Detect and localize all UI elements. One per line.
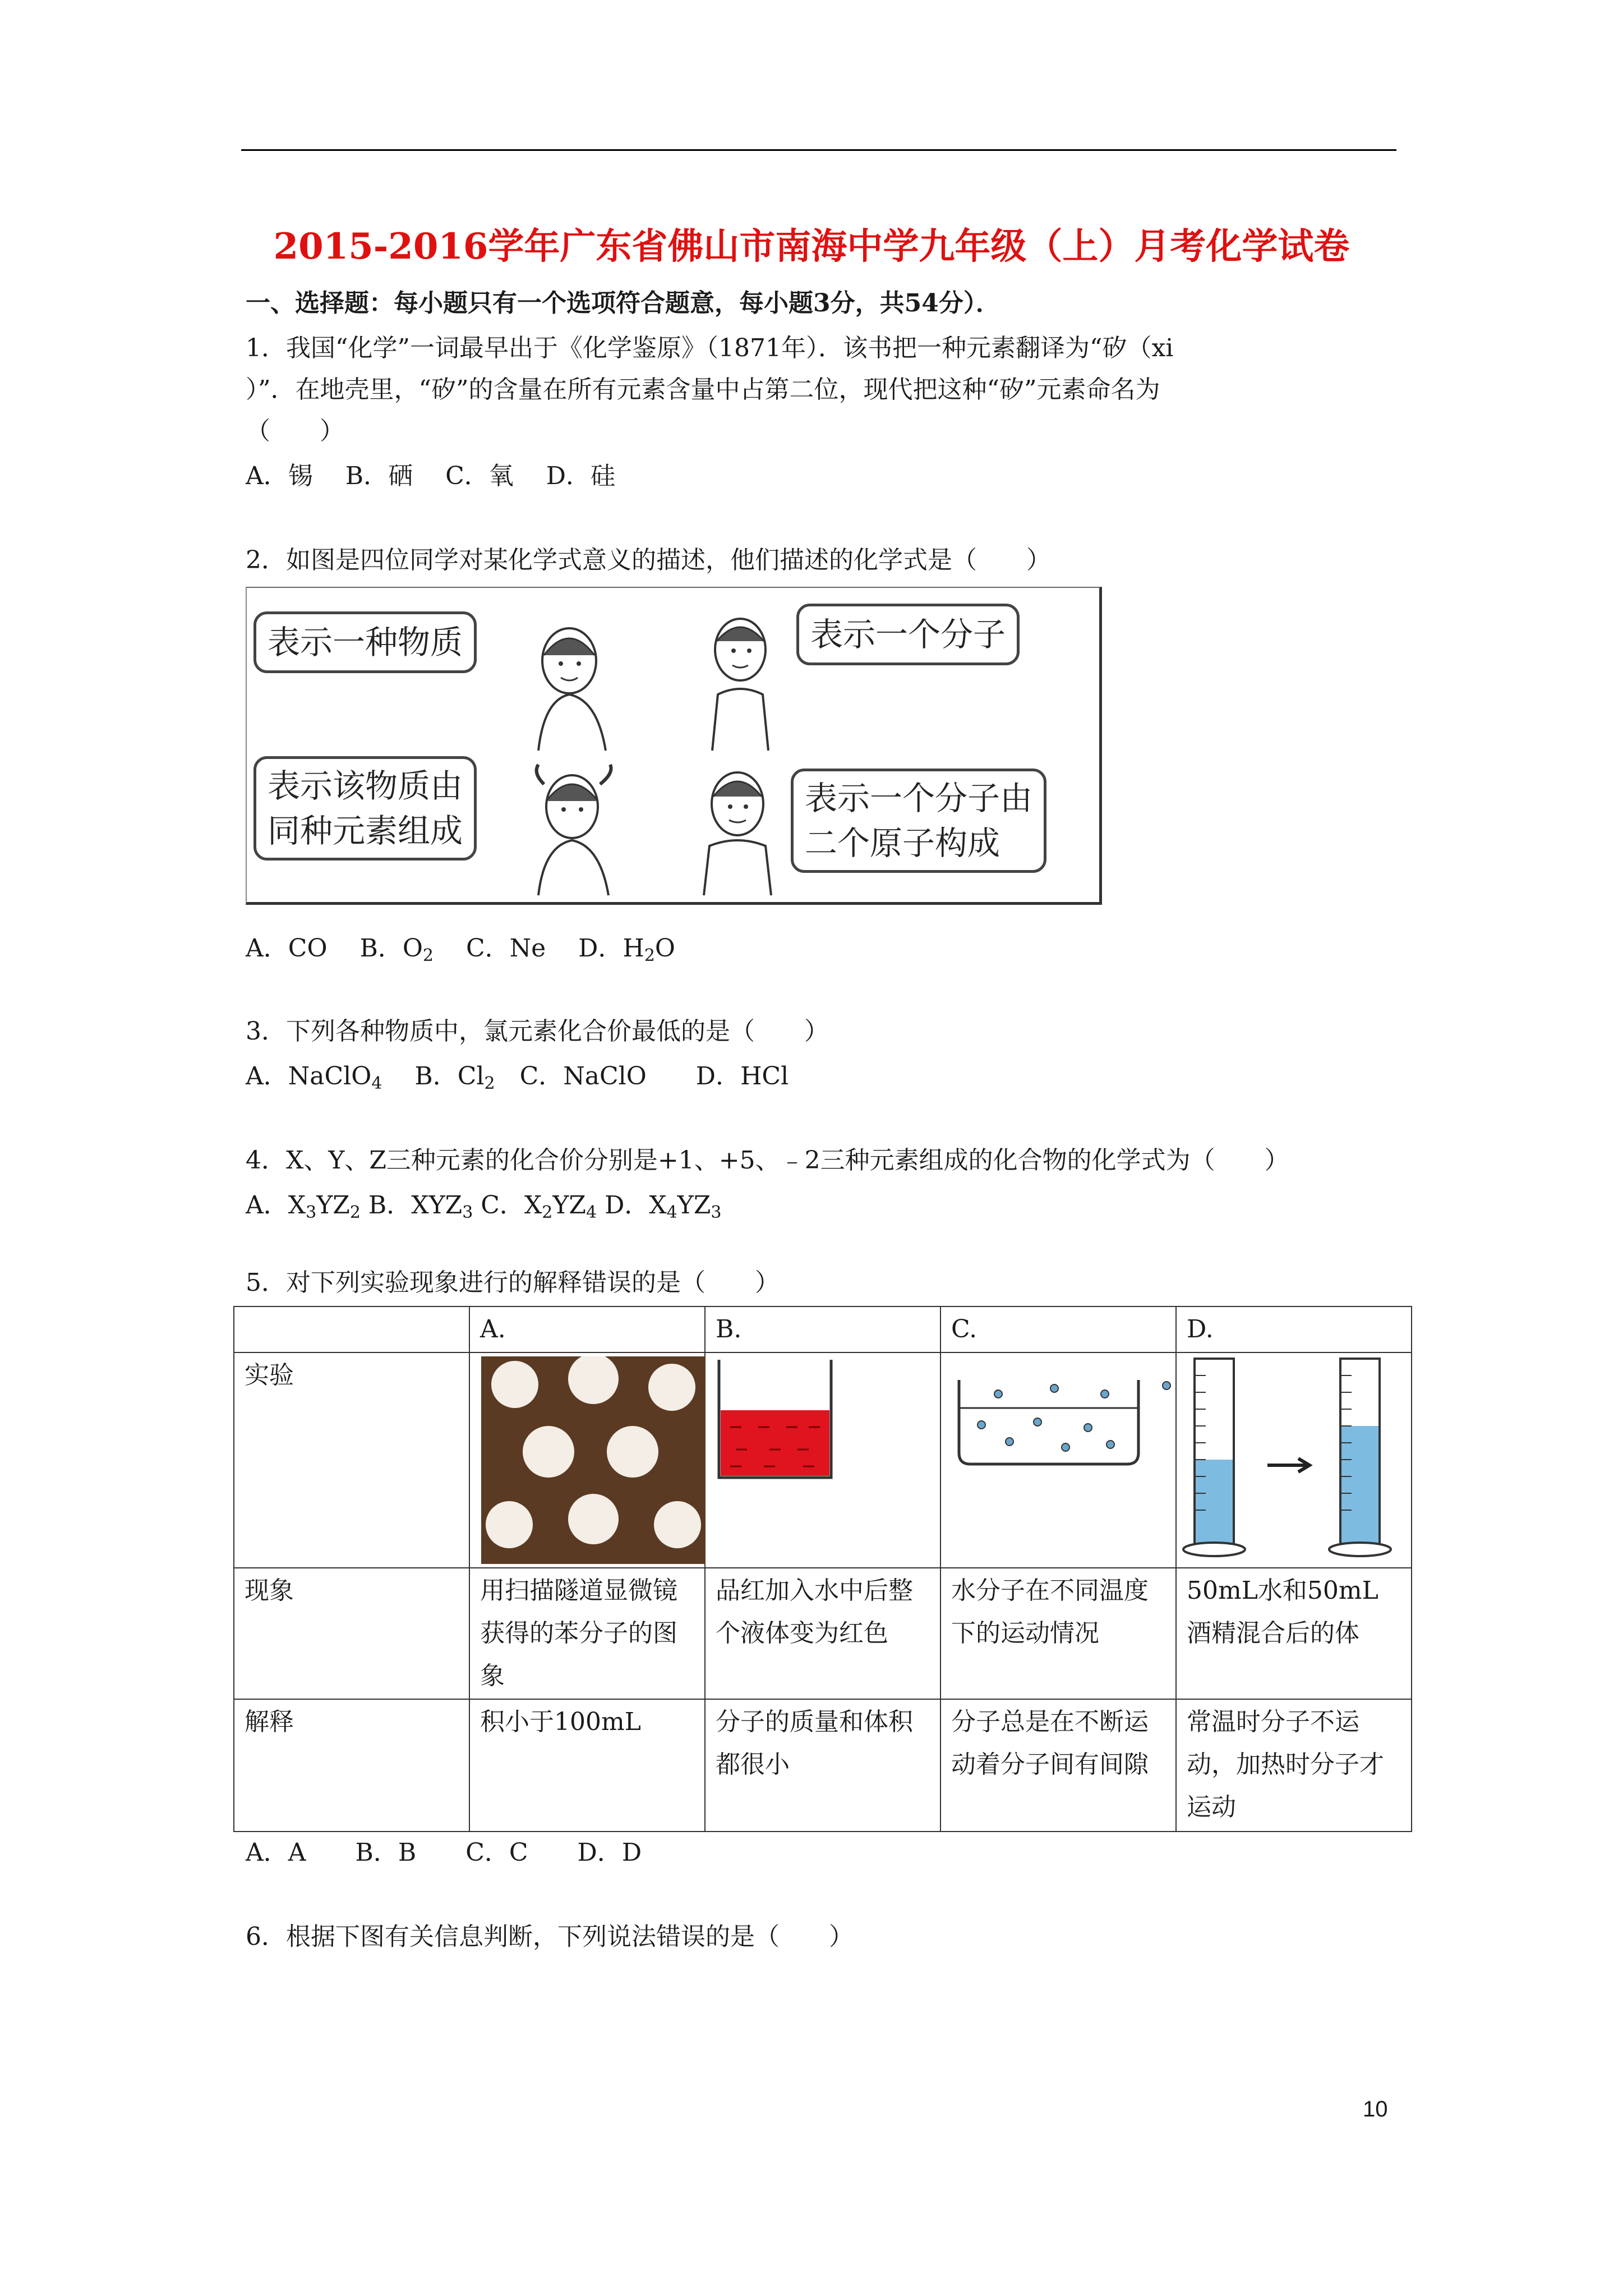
subscript: 2 xyxy=(422,946,434,965)
subscript: 3 xyxy=(711,1203,722,1222)
table-cell: A. xyxy=(469,1306,705,1352)
q1-line2: ）”．在地壳里，“矽”的含量在所有元素含量中占第二位，现代把这种“矽”元素命名为 xyxy=(246,375,1160,404)
q4-text: YZ xyxy=(316,1191,350,1220)
table-cell: 解释 xyxy=(234,1699,469,1832)
student-boy-illustration xyxy=(695,610,791,756)
table-cell: 现象 xyxy=(234,1568,469,1699)
q5-options: A．A B．B C．C D．D xyxy=(246,1838,642,1867)
table-row xyxy=(234,1699,1412,1832)
q3-option-text: B．Cl xyxy=(382,1062,485,1091)
q5-stem: 5．对下列实验现象进行的解释错误的是（ ） xyxy=(246,1268,780,1297)
q4-options xyxy=(246,1189,721,1222)
subscript: 2 xyxy=(644,946,655,965)
q2-option-text: O xyxy=(654,934,675,963)
q4-text: YZ xyxy=(677,1191,711,1220)
table-cell: 水分子在不同温度下的运动情况 xyxy=(940,1568,1176,1699)
subscript: 4 xyxy=(371,1074,382,1093)
benzene-stm-image xyxy=(481,1356,706,1564)
q1-line1: 1．我国“化学”一词最早出于《化学鉴原》（1871年）．该书把一种元素翻译为“矽（xi xyxy=(246,334,1174,362)
graduated-cylinders-image xyxy=(1178,1353,1408,1566)
subscript: 2 xyxy=(349,1203,361,1222)
student-girl-illustration xyxy=(522,622,623,756)
bubble-line: 二个原子构成 xyxy=(805,824,1000,862)
table-cell: 积小于100mL xyxy=(469,1699,705,1832)
q3-option-text: C．NaClO D．HCl xyxy=(495,1062,789,1091)
q4-text: D．X xyxy=(597,1191,667,1220)
subscript: 3 xyxy=(462,1203,473,1222)
q1-options: A．锡 B．硒 C．氧 D．硅 xyxy=(246,462,616,490)
q3-stem: 3．下列各种物质中，氯元素化合价最低的是（ ） xyxy=(246,1017,829,1046)
q2-figure xyxy=(246,587,1102,905)
table-cell: C. xyxy=(940,1306,1176,1352)
subscript: 2 xyxy=(542,1203,553,1222)
water-molecules-beaker-image xyxy=(942,1369,1178,1481)
table-cell: 50mL水和50mL酒精混合后的体 xyxy=(1176,1568,1412,1699)
q2-options xyxy=(246,932,675,965)
table-cell: 用扫描隧道显微镜获得的苯分子的图象 xyxy=(469,1568,705,1699)
table-cell: D. xyxy=(1176,1306,1412,1352)
q2-option-text: C．Ne D．H xyxy=(434,934,644,963)
q4-stem: 4．X、Y、Z三种元素的化合价分别是+1、+5、﹣2三种元素组成的化合物的化学式为（ ） xyxy=(246,1146,1289,1175)
student-girl-ponytail-illustration xyxy=(522,762,628,896)
section-heading: 一、选择题：每小题只有一个选项符合题意，每小题3分，共54分）． xyxy=(246,289,1000,318)
bubble-atom-composition xyxy=(791,769,1046,873)
table-row xyxy=(234,1568,1412,1699)
table-cell: 品红加入水中后整个液体变为红色 xyxy=(705,1568,940,1699)
table-cell: 实验 xyxy=(234,1352,469,1568)
table-cell: 分子的质量和体积都很小 xyxy=(705,1699,940,1832)
q4-text: C．X xyxy=(473,1191,542,1220)
table-cell: 常温时分子不运动，加热时分子才运动 xyxy=(1176,1699,1412,1832)
page-number: 10 xyxy=(1363,2097,1388,2122)
q2-stem: 2．如图是四位同学对某化学式意义的描述，他们描述的化学式是（ ） xyxy=(246,546,1051,574)
q6-stem: 6．根据下图有关信息判断，下列说法错误的是（ ） xyxy=(246,1922,854,1951)
bubble-line: 表示一个分子由 xyxy=(805,779,1033,817)
bubble-line: 表示该物质由 xyxy=(268,767,463,805)
table-cell xyxy=(234,1306,469,1352)
q1-line3: （ ） xyxy=(246,417,344,445)
subscript: 2 xyxy=(484,1074,495,1093)
exam-title: 2015-2016学年广东省佛山市南海中学九年级（上）月考化学试卷 xyxy=(273,226,1350,268)
table-cell: B. xyxy=(705,1306,940,1352)
q4-text: A．X xyxy=(246,1191,306,1220)
bubble-element-composition xyxy=(253,756,477,861)
q4-text: YZ xyxy=(552,1191,586,1220)
beaker-red-liquid-image xyxy=(708,1354,848,1483)
q3-options xyxy=(246,1060,789,1093)
subscript: 4 xyxy=(666,1203,677,1222)
q3-option-text: A．NaClO xyxy=(246,1062,372,1091)
bubble-line: 同种元素组成 xyxy=(268,812,463,850)
header-rule xyxy=(241,149,1396,151)
subscript: 4 xyxy=(585,1203,597,1222)
q2-option-text: A．CO B．O xyxy=(246,934,423,963)
subscript: 3 xyxy=(306,1203,317,1222)
bubble-substance: 表示一种物质 xyxy=(253,611,477,673)
table-cell: 分子总是在不断运动着分子间有间隙 xyxy=(940,1699,1176,1832)
table-header-row xyxy=(234,1306,1412,1352)
student-boy-pointing-illustration xyxy=(690,762,791,896)
q4-text: B．XYZ xyxy=(360,1191,463,1220)
bubble-molecule: 表示一个分子 xyxy=(796,604,1020,665)
